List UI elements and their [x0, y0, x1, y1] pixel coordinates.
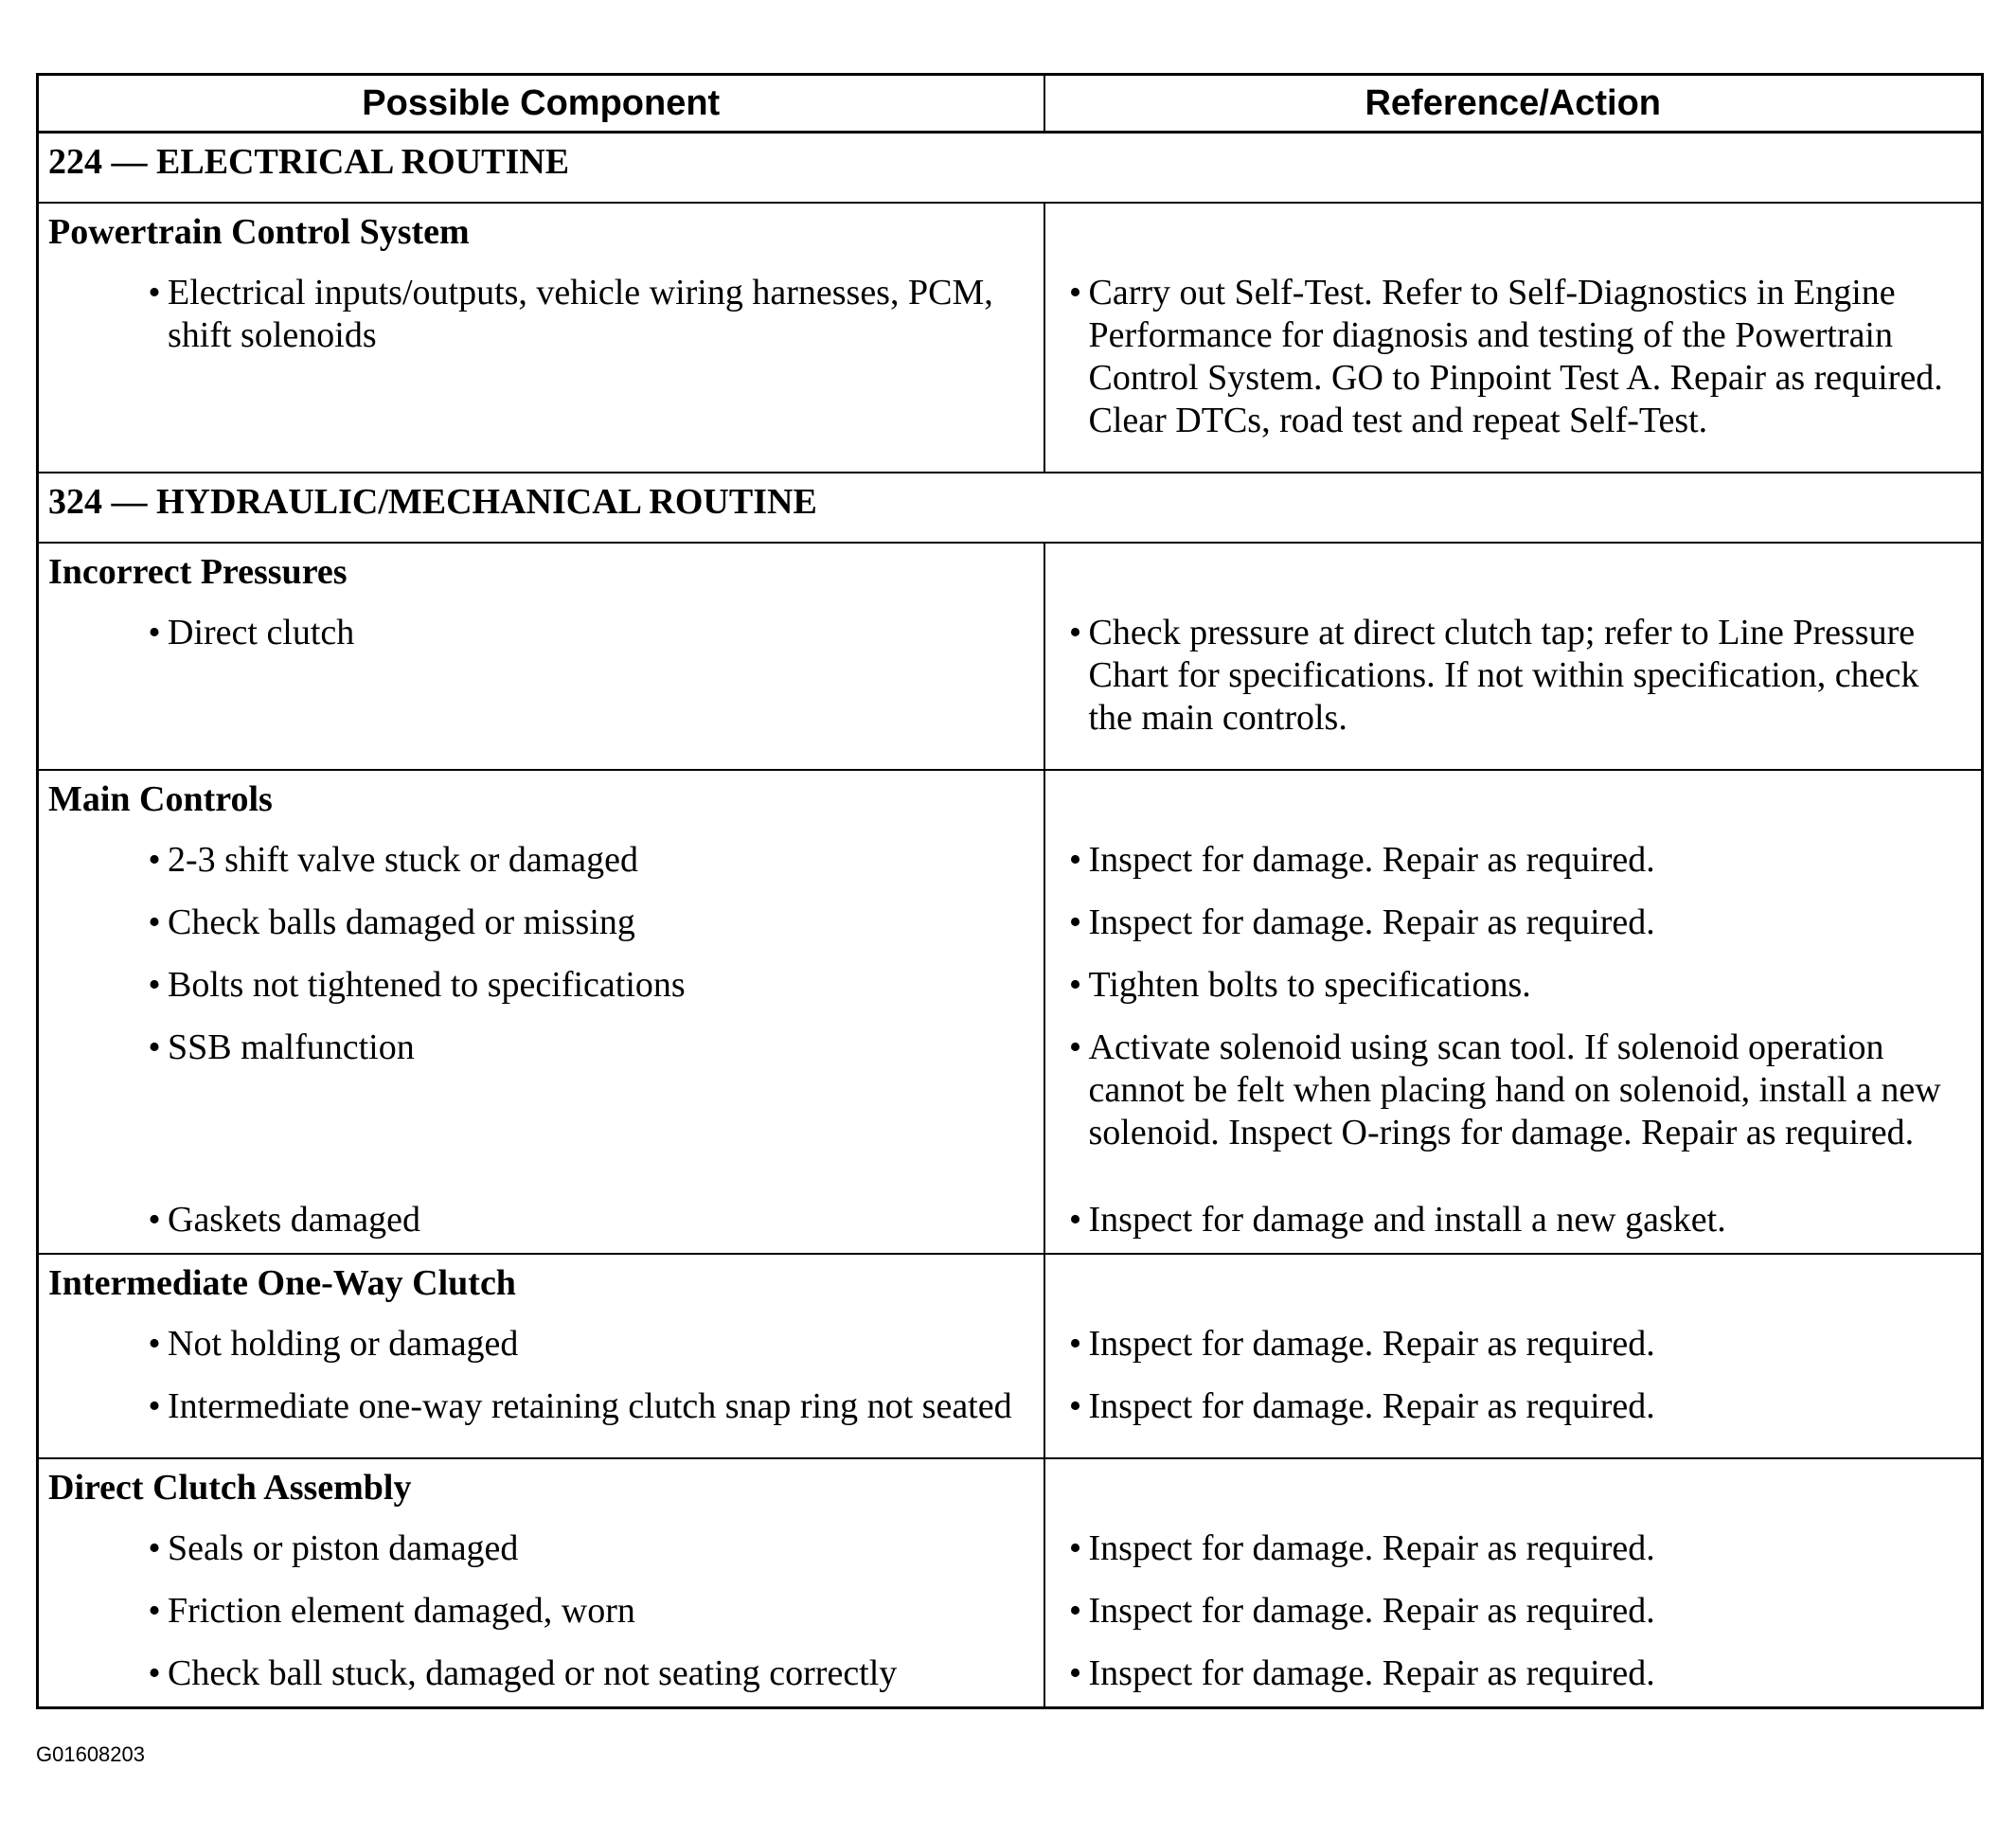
- component-text: Seals or piston damaged: [168, 1528, 519, 1568]
- reference-cell: [1044, 770, 1983, 1254]
- component-text: Bolts not tightened to specifications: [168, 965, 686, 1005]
- bullet-icon: •: [148, 965, 161, 1005]
- action-text: Tighten bolts to specifications.: [1088, 965, 1531, 1005]
- reference-cell: [1044, 1254, 1983, 1458]
- routine-title: 224 — ELECTRICAL ROUTINE: [38, 133, 1983, 204]
- group-row: [38, 543, 1983, 770]
- list-item: [1045, 272, 1972, 442]
- header-row: [38, 75, 1983, 133]
- list-item: [39, 1385, 1034, 1428]
- bullet-icon: •: [1068, 840, 1082, 880]
- list-item: [1045, 964, 1972, 1007]
- list-item: [1045, 612, 1972, 740]
- bullet-icon: •: [148, 840, 161, 880]
- list-item: [1045, 839, 1972, 882]
- bullet-icon: •: [1068, 965, 1082, 1005]
- routine-title: 324 — HYDRAULIC/MECHANICAL ROUTINE: [38, 473, 1983, 543]
- group-row: [38, 1254, 1983, 1458]
- list-item: [39, 1027, 1034, 1197]
- action-text: Inspect for damage. Repair as required.: [1088, 1324, 1655, 1364]
- bullet-icon: •: [148, 1324, 161, 1364]
- group-title: Powertrain Control System: [48, 212, 470, 252]
- routine-row: [38, 133, 1983, 204]
- component-text: Gaskets damaged: [168, 1200, 420, 1240]
- reference-cell: [1044, 203, 1983, 473]
- list-item: [1045, 1199, 1972, 1241]
- column-header-reference: Reference/Action: [1044, 75, 1983, 133]
- diagnosis-table: [36, 73, 1984, 1709]
- list-item: [39, 1590, 1034, 1633]
- group-title: Main Controls: [48, 779, 273, 819]
- component-text: Check balls damaged or missing: [168, 902, 635, 942]
- component-text: Friction element damaged, worn: [168, 1591, 635, 1631]
- group-row: [38, 1458, 1983, 1708]
- component-cell: [38, 1458, 1044, 1708]
- list-item: [1045, 1385, 1972, 1428]
- bullet-icon: •: [148, 1528, 161, 1568]
- action-text: Inspect for damage. Repair as required.: [1088, 1386, 1655, 1426]
- component-text: 2-3 shift valve stuck or damaged: [168, 840, 639, 880]
- action-text: Inspect for damage. Repair as required.: [1088, 840, 1655, 880]
- action-text: Inspect for damage. Repair as required.: [1088, 1528, 1655, 1568]
- reference-cell: [1044, 1458, 1983, 1708]
- bullet-icon: •: [1068, 1200, 1082, 1240]
- action-text: Check pressure at direct clutch tap; refer to Line Pressure Chart for specifications. If not within specification, check the main controls.: [1088, 613, 1919, 738]
- bullet-icon: •: [1068, 1591, 1082, 1631]
- list-item: [39, 839, 1034, 882]
- reference-cell: [1044, 543, 1983, 770]
- action-text: Inspect for damage. Repair as required.: [1088, 902, 1655, 942]
- group-title: Direct Clutch Assembly: [48, 1468, 412, 1508]
- list-item: [39, 1323, 1034, 1366]
- component-cell: [38, 770, 1044, 1254]
- component-text: Intermediate one-way retaining clutch snap ring not seated: [168, 1386, 1012, 1426]
- list-item: [39, 1652, 1034, 1695]
- list-item: [1045, 902, 1972, 944]
- action-text: Inspect for damage and install a new gasket.: [1088, 1200, 1726, 1240]
- group-title: Intermediate One-Way Clutch: [48, 1263, 516, 1303]
- routine-row: [38, 473, 1983, 543]
- component-cell: [38, 543, 1044, 770]
- bullet-icon: •: [1068, 902, 1082, 942]
- list-item: [39, 964, 1034, 1007]
- bullet-icon: •: [1068, 1528, 1082, 1568]
- figure-id: G01608203: [36, 1742, 145, 1766]
- group-title: Incorrect Pressures: [48, 552, 348, 592]
- bullet-icon: •: [148, 1386, 161, 1426]
- bullet-icon: •: [1068, 1027, 1082, 1067]
- bullet-icon: •: [148, 613, 161, 652]
- group-row: [38, 770, 1983, 1254]
- component-text: Direct clutch: [168, 613, 355, 652]
- list-item: [39, 1199, 1034, 1241]
- bullet-icon: •: [148, 273, 161, 312]
- list-item: [1045, 1590, 1972, 1633]
- bullet-icon: •: [1068, 1386, 1082, 1426]
- component-text: Electrical inputs/outputs, vehicle wiring harnesses, PCM, shift solenoids: [168, 273, 993, 355]
- list-item: [1045, 1027, 1972, 1197]
- column-header-component: Possible Component: [38, 75, 1044, 133]
- list-item: [39, 1527, 1034, 1570]
- bullet-icon: •: [148, 1653, 161, 1693]
- bullet-icon: •: [1068, 613, 1082, 652]
- bullet-icon: •: [1068, 1653, 1082, 1693]
- bullet-icon: •: [148, 1591, 161, 1631]
- component-text: SSB malfunction: [168, 1027, 415, 1067]
- group-row: [38, 203, 1983, 473]
- list-item: [1045, 1527, 1972, 1570]
- bullet-icon: •: [1068, 273, 1082, 312]
- list-item: [1045, 1323, 1972, 1366]
- list-item: [39, 272, 1034, 357]
- component-text: Check ball stuck, damaged or not seating correctly: [168, 1653, 898, 1693]
- list-item: [1045, 1652, 1972, 1695]
- list-item: [39, 902, 1034, 944]
- bullet-icon: •: [148, 902, 161, 942]
- component-text: Not holding or damaged: [168, 1324, 519, 1364]
- bullet-icon: •: [148, 1200, 161, 1240]
- action-text: Inspect for damage. Repair as required.: [1088, 1653, 1655, 1693]
- list-item: [39, 612, 1034, 654]
- action-text: Carry out Self-Test. Refer to Self-Diagnostics in Engine Performance for diagnosis and testing of the Powertrain Control System. GO to Pinpoint Test A. Repair as required. Clear DTCs, road test and repeat Self-Test.: [1088, 273, 1943, 440]
- bullet-icon: •: [1068, 1324, 1082, 1364]
- action-text: Inspect for damage. Repair as required.: [1088, 1591, 1655, 1631]
- bullet-icon: •: [148, 1027, 161, 1067]
- component-cell: [38, 1254, 1044, 1458]
- action-text: Activate solenoid using scan tool. If solenoid operation cannot be felt when placing hand on solenoid, install a new solenoid. Inspect O-rings for damage. Repair as required.: [1088, 1027, 1941, 1152]
- component-cell: [38, 203, 1044, 473]
